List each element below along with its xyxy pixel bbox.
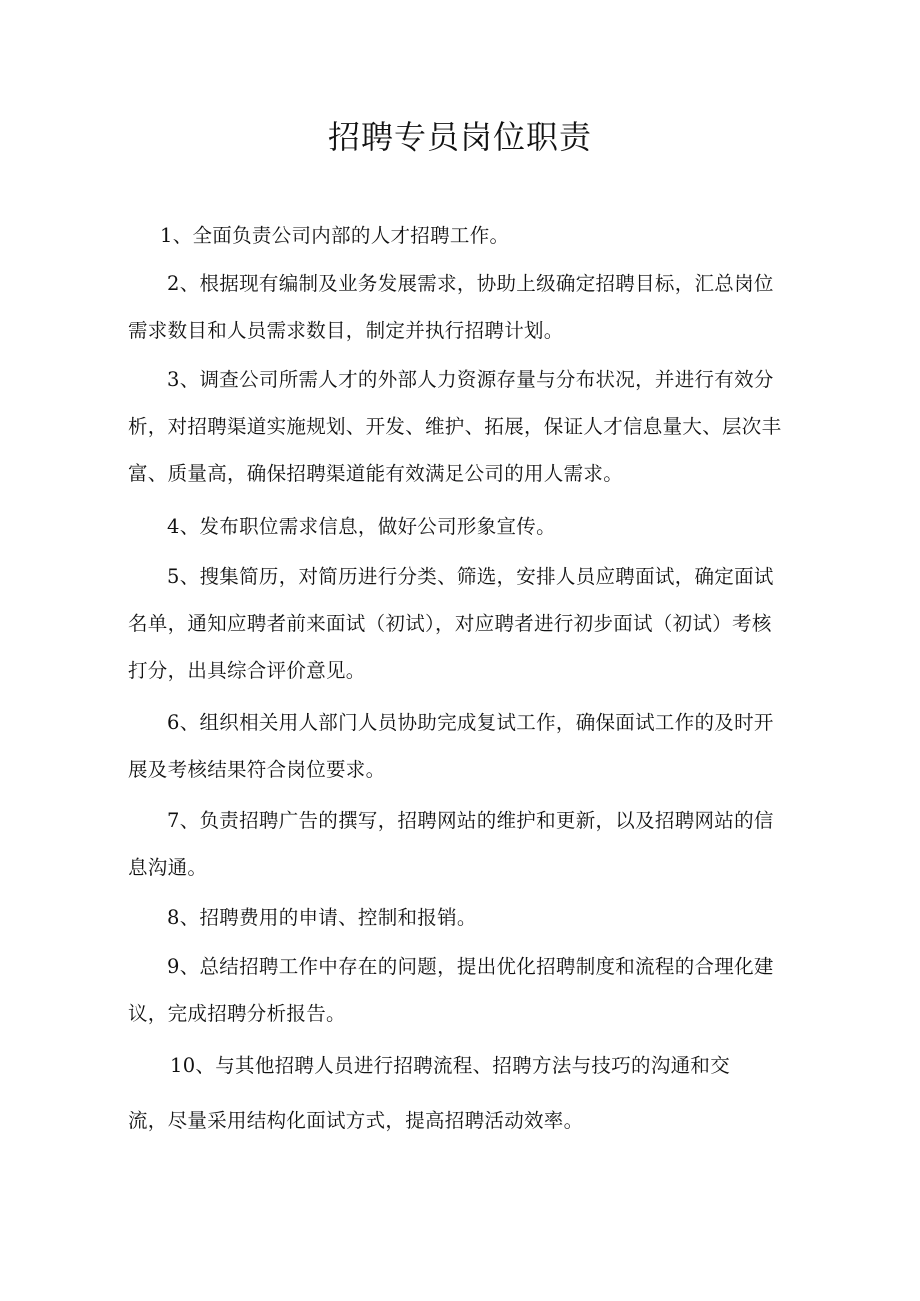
- duty-item-2: 2、根据现有编制及业务发展需求，协助上级确定招聘目标，汇总岗位需求数目和人员需求数目，制定并执行招聘计划。: [128, 272, 774, 342]
- document-title: 招聘专员岗位职责: [327, 118, 592, 156]
- duty-item-10-line-2: 流，尽量采用结构化面试方式，提高招聘活动效率。: [128, 1109, 584, 1132]
- duty-item-9: 9、总结招聘工作中存在的问题，提出优化招聘制度和流程的合理化建议，完成招聘分析报告。: [128, 955, 774, 1025]
- duty-item-10-line-1: 10、与其他招聘人员进行招聘流程、招聘方法与技巧的沟通和交: [170, 1054, 731, 1077]
- duty-item-4: 4、发布职位需求信息，做好公司形象宣传。: [167, 515, 556, 538]
- duty-item-5: 5、搜集简历，对简历进行分类、筛选，安排人员应聘面试，确定面试名单，通知应聘者前来面试（初试），对应聘者进行初步面试（初试）考核打分，出具综合评价意见。: [128, 565, 774, 682]
- duty-item-1: 1、全面负责公司内部的人才招聘工作。: [160, 224, 510, 247]
- duty-item-7: 7、负责招聘广告的撰写，招聘网站的维护和更新，以及招聘网站的信息沟通。: [128, 809, 774, 879]
- duty-item-8: 8、招聘费用的申请、控制和报销。: [167, 906, 477, 929]
- duty-item-6: 6、组织相关用人部门人员协助完成复试工作，确保面试工作的及时开展及考核结果符合岗位要求。: [128, 711, 774, 781]
- duty-item-3: 3、调查公司所需人才的外部人力资源存量与分布状况，并进行有效分析，对招聘渠道实施规划、开发、维护、拓展，保证人才信息量大、层次丰富、质量高，确保招聘渠道能有效满足公司的用人需求。: [128, 368, 782, 485]
